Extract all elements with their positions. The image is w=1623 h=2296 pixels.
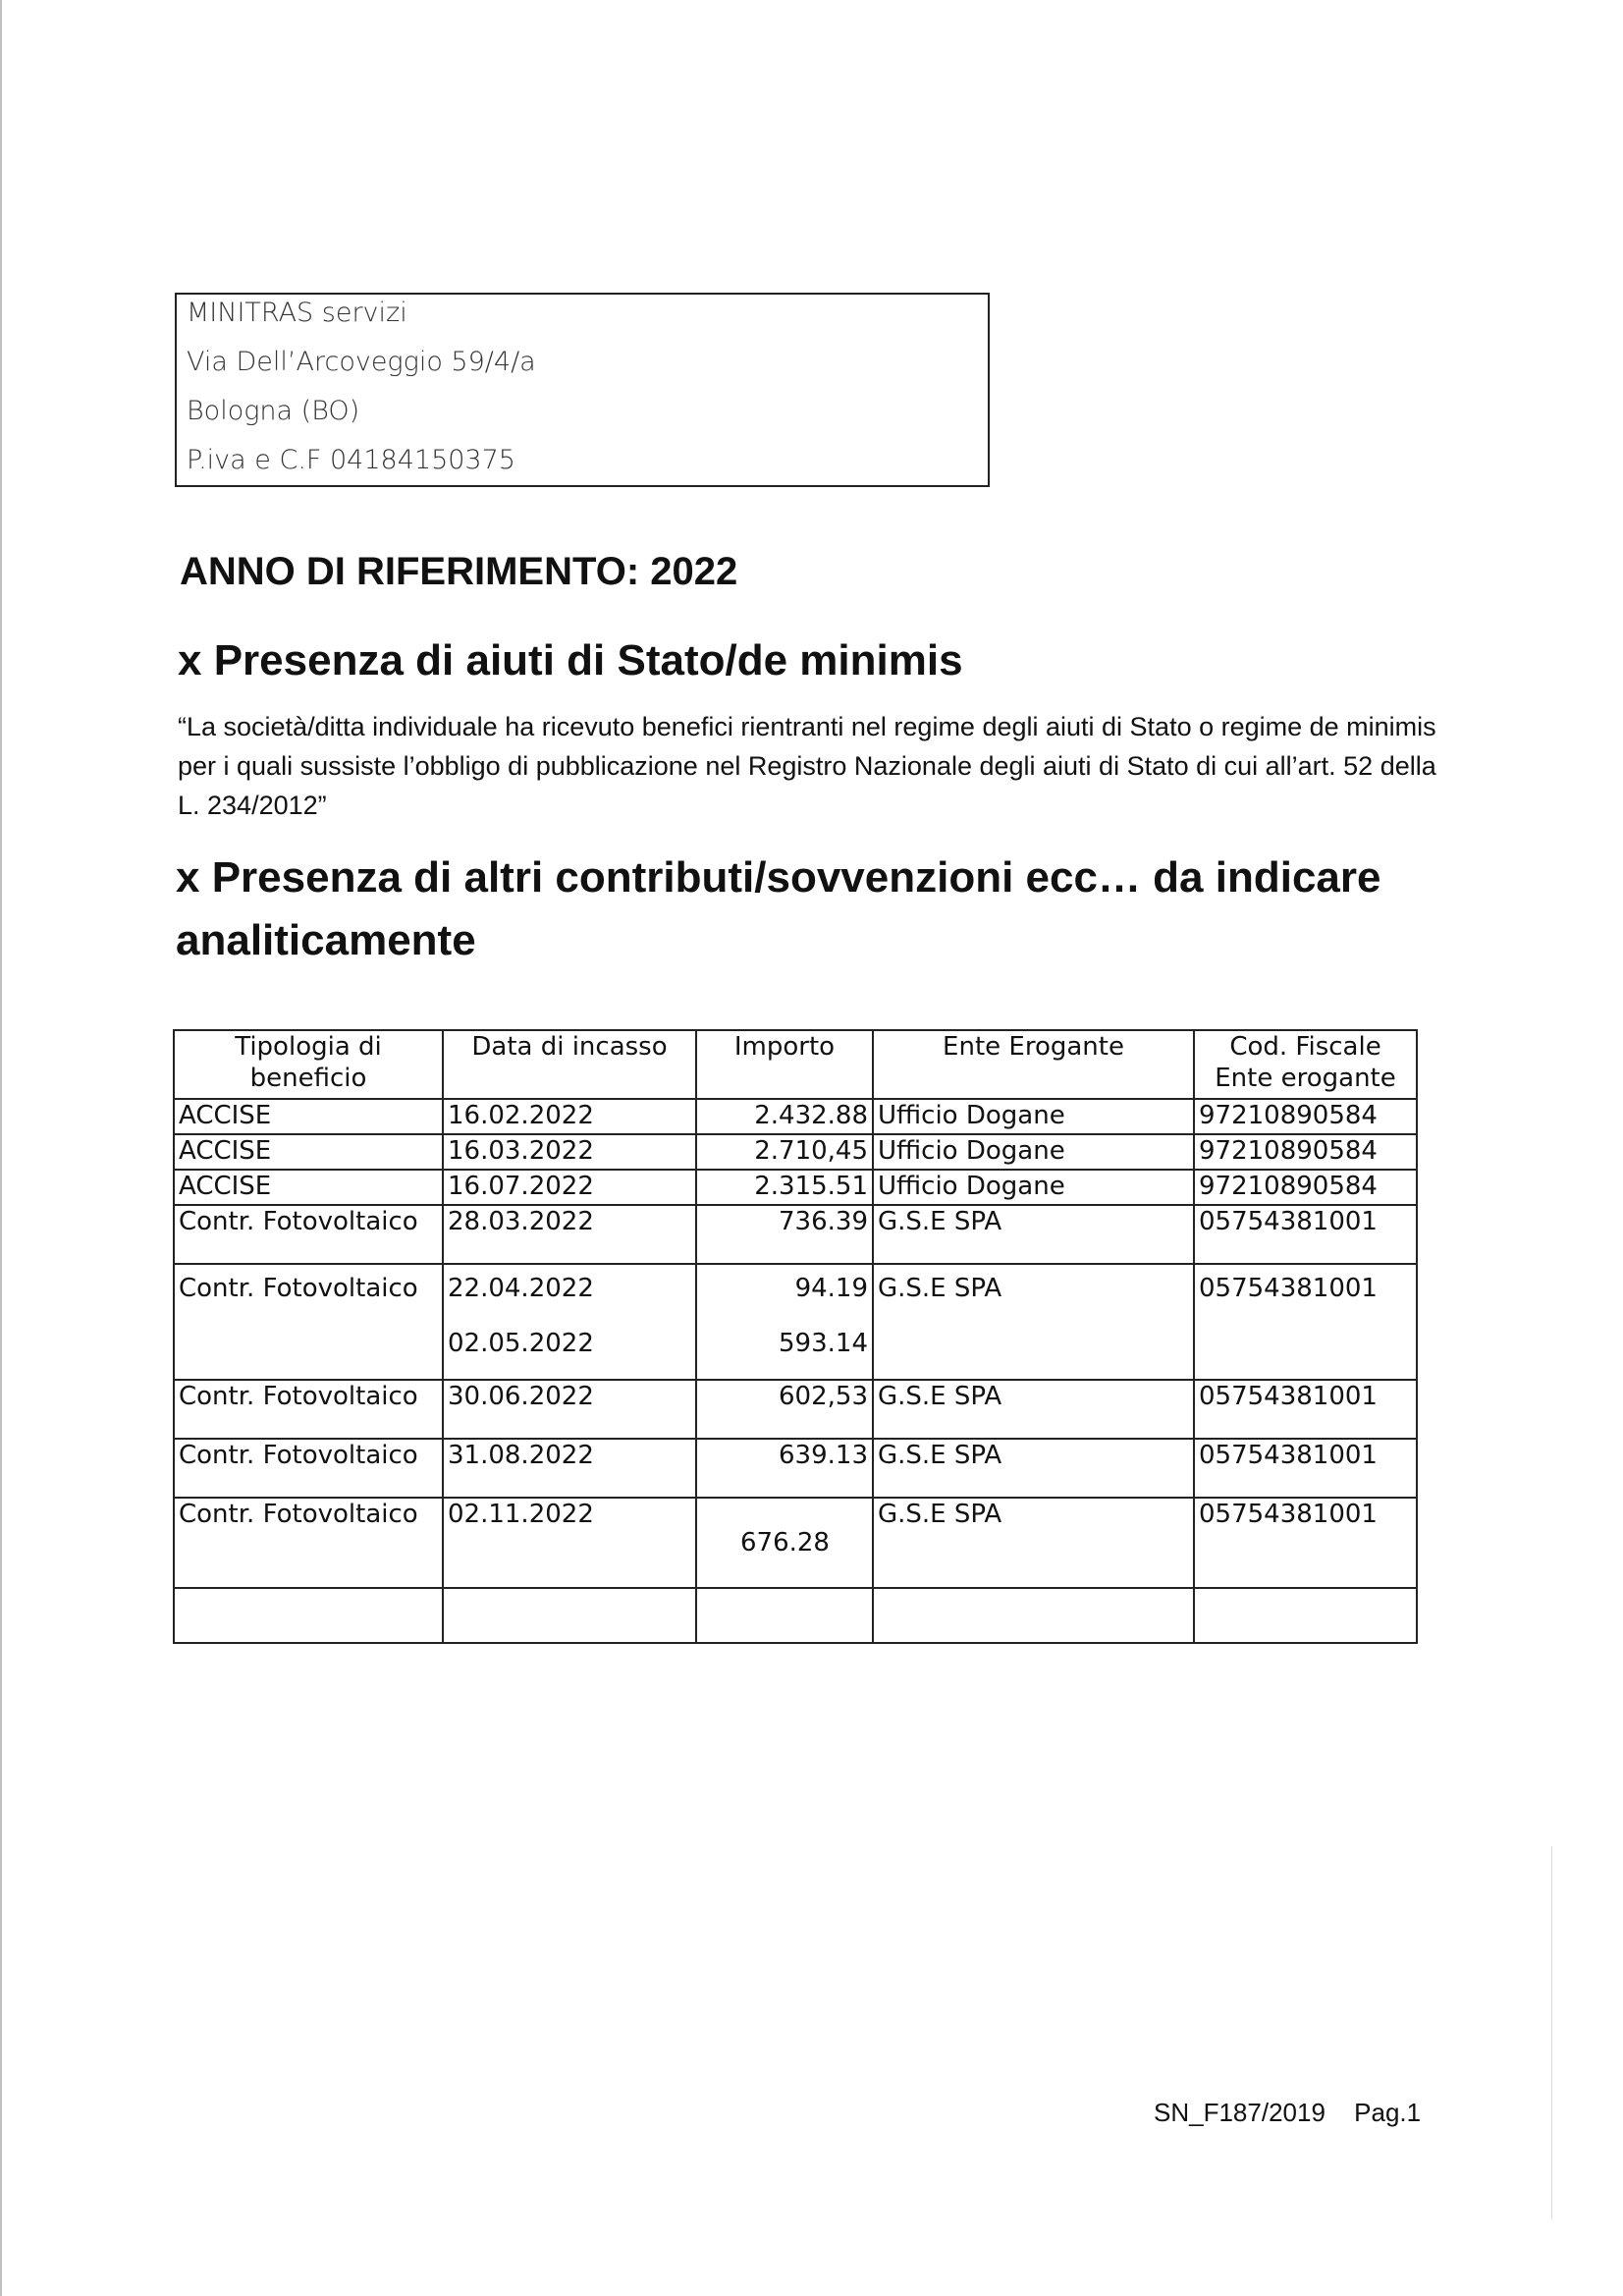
cell-date: 31.08.2022: [443, 1439, 696, 1498]
cell-amount-group: [696, 1264, 873, 1380]
cell-amount: 602,53: [696, 1380, 873, 1439]
cell-date-group: [443, 1264, 696, 1380]
cell-empty: [873, 1588, 1194, 1643]
cell-amount: 2.432.88: [696, 1099, 873, 1134]
cell-code: 97210890584: [1194, 1099, 1417, 1134]
table-row: [174, 1099, 1417, 1134]
cell-date: 30.06.2022: [443, 1380, 696, 1439]
cell-date: 16.02.2022: [443, 1099, 696, 1134]
table-row: [174, 1498, 1417, 1588]
table-row: [174, 1170, 1417, 1205]
cell-type: ACCISE: [174, 1134, 443, 1170]
cell-amount: 94.19: [794, 1274, 868, 1303]
cell-empty: [1194, 1588, 1417, 1643]
cell-date: 16.07.2022: [443, 1170, 696, 1205]
company-street: Via Dell’Arcoveggio 59/4/a: [187, 347, 536, 377]
page-number: Pag.1: [1354, 2098, 1422, 2127]
header-entity: Ente Erogante: [873, 1030, 1194, 1099]
cell-code: 97210890584: [1194, 1134, 1417, 1170]
table-row: [174, 1205, 1417, 1264]
table-header-row: [174, 1030, 1417, 1099]
cell-amount: 2.710,45: [696, 1134, 873, 1170]
company-name: MINITRAS servizi: [187, 298, 407, 328]
table-row-empty: [174, 1588, 1417, 1643]
header-date: Data di incasso: [443, 1030, 696, 1099]
document-code: SN_F187/2019: [1154, 2098, 1325, 2127]
cell-code: 05754381001: [1194, 1380, 1417, 1439]
table-row: [174, 1134, 1417, 1170]
scan-left-edge: [0, 0, 2, 2296]
cell-entity: Ufficio Dogane: [873, 1170, 1194, 1205]
header-code: Cod. Fiscale Ente erogante: [1194, 1030, 1417, 1099]
state-aid-heading: x Presenza di aiuti di Stato/de minimis: [178, 636, 963, 684]
cell-code: 05754381001: [1194, 1498, 1417, 1588]
reference-year-heading: ANNO DI RIFERIMENTO: 2022: [180, 550, 738, 593]
contributions-table: [173, 1029, 1418, 1644]
cell-entity: G.S.E SPA: [873, 1205, 1194, 1264]
cell-empty: [443, 1588, 696, 1643]
cell-entity: G.S.E SPA: [873, 1264, 1194, 1380]
cell-code: 05754381001: [1194, 1439, 1417, 1498]
cell-type: ACCISE: [174, 1099, 443, 1134]
company-vat: P.iva e C.F 04184150375: [187, 445, 515, 475]
company-address-box: [175, 293, 990, 487]
cell-entity: Ufficio Dogane: [873, 1134, 1194, 1170]
page-footer: [1154, 2098, 1442, 2128]
cell-code: 05754381001: [1194, 1205, 1417, 1264]
state-aid-statement: “La società/ditta individuale ha ricevuto benefici rientranti nel regime degli aiuti di Stato o regime de minimis per i quali sussiste l’obbligo di pubblicazione nel Registro Nazionale degli aiuti di Stato di cui all’art. 52 della L. 234/2012”: [178, 712, 1436, 820]
scan-right-edge: [1551, 1846, 1552, 2219]
cell-amount: 639.13: [696, 1439, 873, 1498]
cell-code: 05754381001: [1194, 1264, 1417, 1380]
cell-entity: G.S.E SPA: [873, 1498, 1194, 1588]
table-row: [174, 1439, 1417, 1498]
cell-amount: 2.315.51: [696, 1170, 873, 1205]
cell-amount-second: 593.14: [779, 1329, 868, 1358]
contributions-table-wrapper: [173, 1029, 1416, 1644]
cell-empty: [174, 1588, 443, 1643]
company-city: Bologna (BO): [187, 396, 360, 426]
table-row: [174, 1264, 1417, 1380]
cell-amount: 736.39: [696, 1205, 873, 1264]
header-type: Tipologia di beneficio: [174, 1030, 443, 1099]
table-row: [174, 1380, 1417, 1439]
cell-date: 02.11.2022: [443, 1498, 696, 1588]
other-contributions-heading: x Presenza di altri contributi/sovvenzioni ecc… da indicare analiticamente: [176, 853, 1381, 964]
cell-type: ACCISE: [174, 1170, 443, 1205]
cell-type: Contr. Fotovoltaico: [174, 1264, 443, 1380]
cell-entity: G.S.E SPA: [873, 1380, 1194, 1439]
cell-entity: G.S.E SPA: [873, 1439, 1194, 1498]
cell-date: 22.04.2022: [448, 1274, 594, 1303]
cell-amount: 676.28: [696, 1498, 873, 1588]
cell-code: 97210890584: [1194, 1170, 1417, 1205]
cell-date-second: 02.05.2022: [448, 1329, 594, 1358]
cell-type: Contr. Fotovoltaico: [174, 1439, 443, 1498]
cell-empty: [696, 1588, 873, 1643]
header-amount: Importo: [696, 1030, 873, 1099]
cell-type: Contr. Fotovoltaico: [174, 1380, 443, 1439]
cell-type: Contr. Fotovoltaico: [174, 1498, 443, 1588]
cell-date: 28.03.2022: [443, 1205, 696, 1264]
cell-date: 16.03.2022: [443, 1134, 696, 1170]
cell-entity: Ufficio Dogane: [873, 1099, 1194, 1134]
cell-type: Contr. Fotovoltaico: [174, 1205, 443, 1264]
